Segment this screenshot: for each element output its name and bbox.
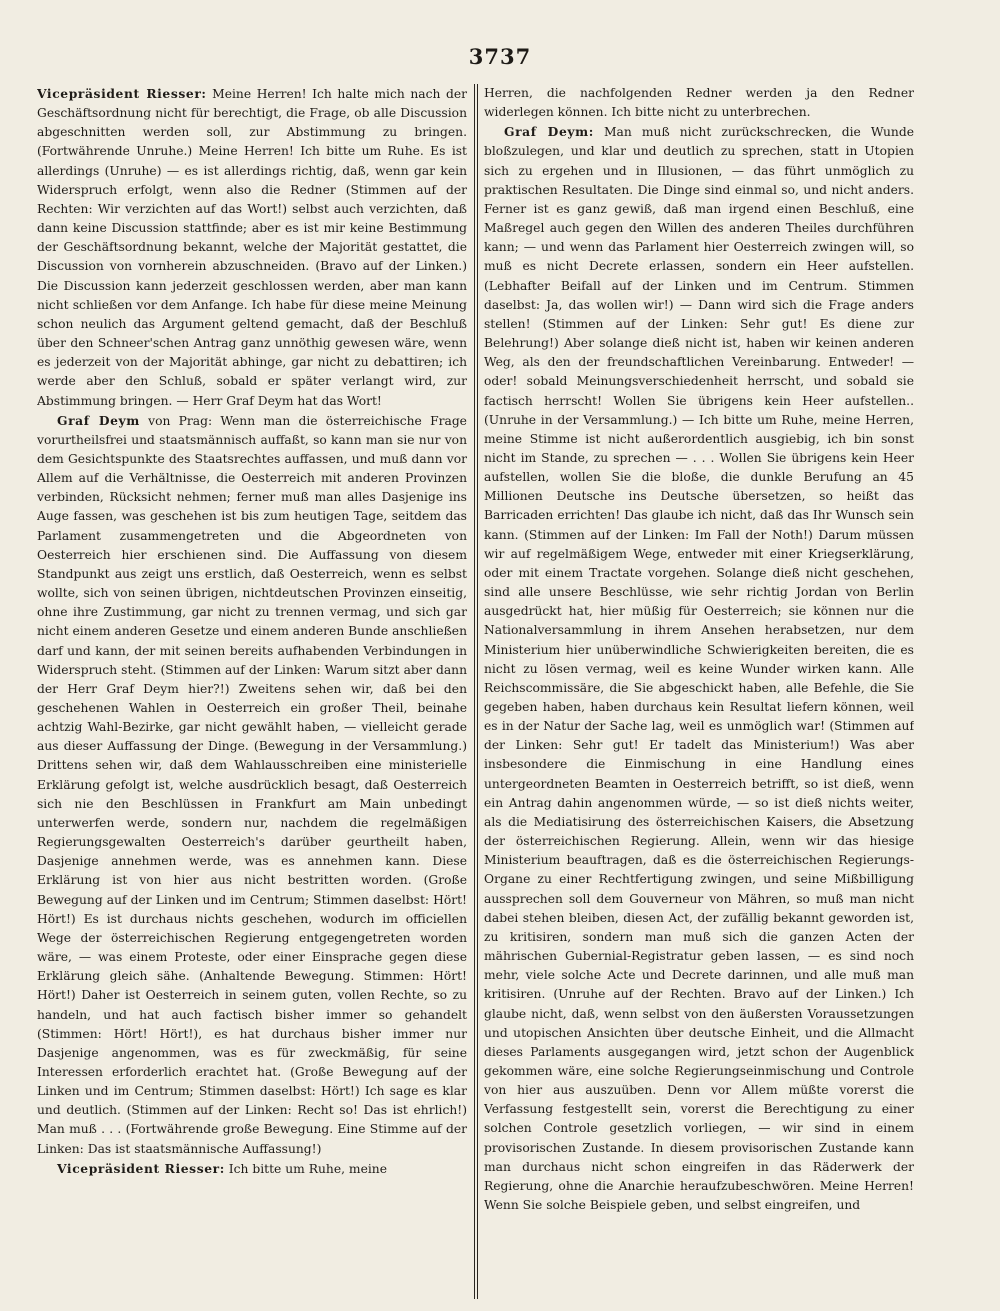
speaker-name: Vicepräsident Riesser: bbox=[57, 1160, 225, 1176]
speech-text: von Prag: Wenn man die österreichische Frage vorurtheilsfrei und staatsmännisch auffaßt, so kann man sie nur von dem Gesichtspunkte des Staatsrechtes auffassen, und muß dann vor Allem auf die Verhältnisse, die Oesterreich mit anderen Provinzen verbinden, Rücksicht nehmen; ferner muß man alles Dasjenige ins Auge fassen, was geschehen ist bis zum heutigen Tage, seitdem das Parlament zusammengetreten und die Abgeordneten von Oesterreich hier erschienen sind. Die Auffassung von diesem Standpunkt aus zeigt uns erstlich, daß Oesterreich, wenn es selbst wollte, sich von seinen übrigen, nichtdeutschen Provinzen einseitig, ohne ihre Zustimmung, gar nicht zu trennen vermag, und sich gar nicht einem anderen Gesetze und einem anderen Bunde anschließen darf und kann, der mit seinen bereits aufhabenden Verbindungen in Widerspruch steht. (Stimmen auf der Linken: Warum sitzt aber dann der Herr Graf Deym hier?!) Zweitens sehen wir, daß bei den geschehenen Wahlen in Oesterreich ein großer Theil, beinahe achtzig Wahl-Bezirke, gar nicht gewählt haben, — vielleicht gerade aus dieser Auffassung der Dinge. (Bewegung in der Versammlung.) Drittens sehen wir, daß dem Wahlausschreiben eine ministerielle Erklärung gefolgt ist, welche ausdrücklich besagt, daß Oesterreich sich nie den Beschlüssen in Frankfurt am Main unbedingt unterwerfen werde, sondern nur, nachdem die regelmäßigen Regierungsgewalten Oesterreich's darüber geurtheilt haben, Dasjenige annehmen werde, was es annehmen kann. Diese Erklärung ist von hier aus nicht bestritten worden. (Große Bewegung auf der Linken und im Centrum; Stimmen daselbst: Hört! Hört!) Es ist durchaus nichts geschehen, wodurch im officiellen Wege der österreichischen Regierung entgegengetreten worden wäre, — was einem Proteste, oder einer Einsprache gegen diese Erklärung gleich sähe. (Anhaltende Bewegung. Stimmen: Hört! Hört!) Daher ist Oesterreich in seinem guten, vollen Rechte, so zu handeln, und hat auch factisch bisher immer so gehandelt (Stimmen: Hört! Hört!), es hat durchaus bisher immer nur Dasjenige angenommen, was es für zweckmäßig, für seine Interessen erforderlich erachtet hat. (Große Bewegung auf der Linken und im Centrum; Stimmen daselbst: Hört!) Ich sage es klar und deutlich. (Stimmen auf der Linken: Recht so! Das ist ehrlich!) Man muß . . . (Fortwährende große Bewegung. Eine Stimme auf der Linken: Das ist staatsmännische Auffassung!) bbox=[37, 413, 467, 1156]
speech-text: Meine Herren! Ich halte mich nach der Geschäftsordnung nicht für berechtigt, die Frage, ob alle Discussion abgeschnitten werden soll, zur Abstimmung zu bringen. (Fortwährende Unruhe.) Meine Herren! Ich bitte um Ruhe. Es ist allerdings (Unruhe) — es ist allerdings richtig, daß, wenn gar kein Widerspruch erfolgt, wenn also die Redner (Stimmen auf der Rechten: Wir verzichten auf das Wort!) selbst auch verzichten, daß dann keine Discussion stattfinde; aber es ist mir keine Bestimmung der Geschäftsordnung bekannt, welche der Majorität gestattet, die Discussion von vornherein abzuschneiden. (Bravo auf der Linken.) Die Discussion kann jederzeit geschlossen werden, aber man kann nicht schließen vor dem Anfange. Ich habe für diese meine Meinung schon neulich das Argument geltend gemacht, daß der Beschluß über den Schneer'schen Antrag ganz unnöthig gewesen wäre, wenn es jederzeit von der Majorität abhinge, gar nicht zu debattiren; ich werde aber den Schluß, sobald er später verlangt wird, zur Abstimmung bringen. — Herr Graf Deym hat das Wort! bbox=[37, 87, 467, 408]
speaker-name: Graf Deym: bbox=[504, 124, 594, 140]
speech-text: Man muß nicht zurückschrecken, die Wunde bloßzulegen, und klar und deutlich zu sprechen, statt in Utopien sich zu ergehen und in Illusionen, — das führt unmöglich zu praktischen Resultaten. Die Dinge sind einmal so, und nicht anders. Ferner ist es ganz gewiß, daß man irgend einen Beschluß, eine Maßregel auch gegen den Willen des anderen Theiles durchführen kann; — und wenn das Parlament hier Oesterreich zwingen will, so muß es nicht Decrete erlassen, sondern ein Heer aufstellen. (Lebhafter Beifall auf der Linken und im Centrum. Stimmen daselbst: Ja, das wollen wir!) — Dann wird sich die Frage anders stellen! (Stimmen auf der Linken: Sehr gut! Es diene zur Belehrung!) Aber solange dieß nicht ist, haben wir keinen anderen Weg, als den der freundschaftlichen Vereinbarung. Entweder! — oder! sobald Meinungsverschiedenheit herrscht, und sobald sie factisch herrscht! Wollen Sie übrigens kein Heer aufstellen.. (Unruhe in der Versammlung.) — Ich bitte um Ruhe, meine Herren, meine Stimme ist nicht außerordentlich ausgiebig, ich bin sonst nicht im Stande, zu sprechen — . . . Wollen Sie übrigens kein Heer aufstellen, wollen Sie die bloße, die dunkle Berufung an 45 Millionen Deutsche ins Deutsche übersetzen, so heißt das Barricaden errichten! Das glaube ich nicht, daß das Ihr Wunsch sein kann. (Stimmen auf der Linken: Im Fall der Noth!) Darum müssen wir auf regelmäßigem Wege, entweder mit einer Kriegserklärung, oder mit einem Tractate vorgehen. Solange dieß nicht geschehen, sind alle unsere Beschlüsse, wie sehr richtig Jordan von Berlin ausgedrückt hat, hier müßig für Oesterreich; sie können nur die Nationalversammlung in ihrem Ansehen herabsetzen, nur dem Ministerium hier unüberwindliche Schwierigkeiten bereiten, die es nicht zu lösen vermag, weil es keine Wunder wirken kann. Alle Reichscommissäre, die Sie abgeschickt haben, alle Befehle, die Sie gegeben haben, haben durchaus kein Resultat liefern können, weil es in der Natur der Sache lag, weil es unmöglich war! (Stimmen auf der Linken: Sehr gut! Er tadelt das Ministerium!) Was aber insbesondere die Einmischung in eine Handlung eines untergeordneten Beamten in Oesterreich betrifft, so ist dieß, wenn ein Antrag dahin angenommen würde, — so ist dieß nichts weiter, als die Mediatisirung des österreichischen Kaisers, die Absetzung der österreichischen Regierung. Allein, wenn wir das hiesige Ministerium beauftragen, daß es die österreichischen Regierungs-Organe zu einer Rechtfertigung zwingen, und seine Mißbilligung aussprechen soll dem Gouverneur von Mähren, so muß man nicht dabei stehen bleiben, diesen Act, der zufällig bekannt geworden ist, zu kritisiren, sondern man muß sich die ganzen Acten der mährischen Gubernial-Registratur geben lassen, — es sind noch mehr, viele solche Acte und Decrete darinnen, und alle muß man kritisiren. (Unruhe auf der Rechten. Bravo auf der Linken.) Ich glaube nicht, daß, wenn selbst von den äußersten Voraussetzungen und utopischen Ansichten über deutsche Einheit, und die Allmacht dieses Parlaments ausgegangen wird, jetzt schon der Augenblick gekommen wäre, eine solche Regierungseinmischung und Controle von hier aus auszuüben. Denn vor Allem müßte vorerst die Verfassung festgestellt sein, vorerst die Berechtigung zu einer solchen Controle gesetzlich vorliegen, — wir sind in einem provisorischen Zustande. In diesem provisorischen Zustande kann man durchaus nicht schon eingreifen in das Räderwerk der Regierung, ohne die Anarchie heraufzubeschwören. Meine Herren! Wenn Sie solche Beispiele geben, und selbst eingreifen, und bbox=[484, 125, 914, 1213]
speaker-name: Vicepräsident Riesser: bbox=[37, 86, 207, 101]
paragraph bbox=[484, 122, 914, 1215]
paragraph bbox=[37, 1159, 467, 1179]
column-divider bbox=[474, 84, 475, 1299]
paragraph bbox=[37, 84, 467, 411]
page-number: 3737 bbox=[468, 44, 532, 69]
paragraph bbox=[484, 84, 914, 122]
speech-text: Herren, die nachfolgenden Redner werden ja den Redner widerlegen können. Ich bitte nicht zu unterbrechen. bbox=[484, 86, 914, 120]
left-text-column bbox=[37, 84, 467, 1299]
speech-text: Ich bitte um Ruhe, meine bbox=[228, 1161, 387, 1176]
right-text-column bbox=[484, 84, 914, 1299]
speaker-name: Graf Deym bbox=[57, 412, 140, 428]
paragraph bbox=[37, 411, 467, 1159]
